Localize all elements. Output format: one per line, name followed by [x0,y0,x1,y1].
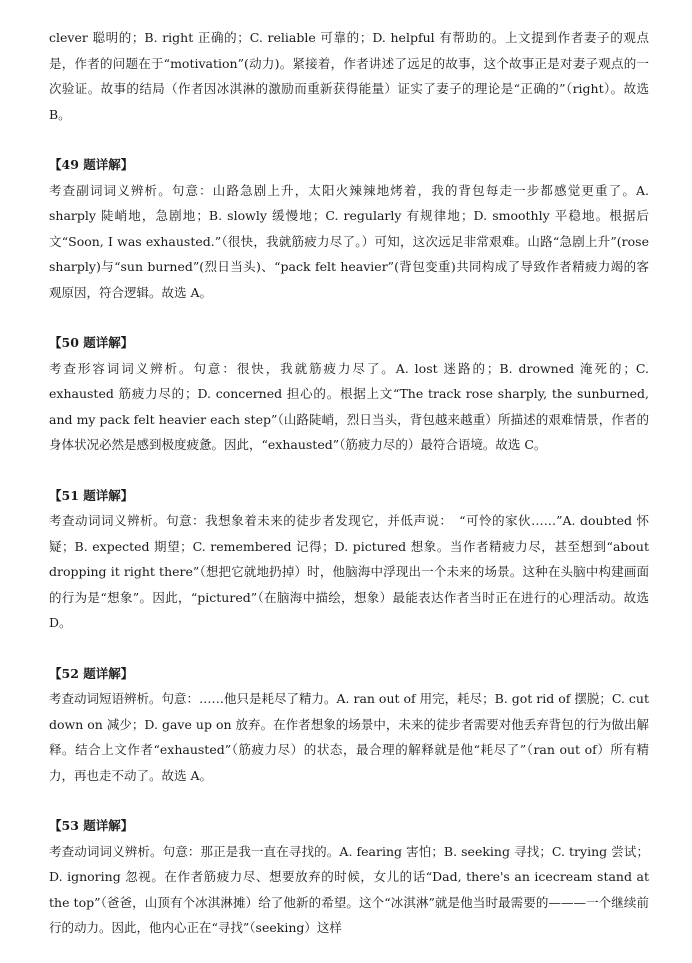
question-53-heading: 【53 题详解】 [49,818,134,833]
question-50-section [49,330,649,458]
document-page [49,25,649,941]
question-51-heading: 【51 题详解】 [49,487,134,503]
question-53-section [49,813,649,941]
question-51-section [49,483,649,636]
question-50-heading: 【50 题详解】 [49,335,134,350]
question-53-explanation: 考查动词词义辨析。句意：那正是我一直在寻找的。A. fearing 害怕；B. seeking 寻找；C. trying 尝试；D. ignoring 忽视。在作者筋疲力尽、想要放弃的时候，女儿的话“Dad, there's an icecream stand at the top”（爸爸，山顶有个冰淇淋摊）给了他新的希望。这个“冰淇淋”就是他当时最需要的———一个继续前行的动力。因此，他内心正在“寻找”（seeking）这样 [49,843,649,935]
question-49-heading: 【49 题详解】 [49,157,134,172]
question-49-section [49,152,649,305]
intro-paragraph: clever 聪明的；B. right 正确的；C. reliable 可靠的；D. helpful 有帮助的。上文提到作者妻子的观点是，作者的问题在于“motivation”(动力)。紧接着，作者讲述了远足的故事，这个故事正是对妻子观点的一次验证。故事的结局（作者因冰淇淋的激励而重新获得能量）证实了妻子的理论是“正确的”（right）。故选 B。 [49,30,649,122]
question-52-heading: 【52 题详解】 [49,665,134,681]
question-51-explanation: 考查动词词义辨析。句意：我想象着未来的徒步者发现它，并低声说： “可怜的家伙……”A. doubted 怀疑；B. expected 期望；C. remembered 记得；D. pictured 想象。当作者精疲力尽，甚至想到“about dropping it right there”（想把它就地扔掉）时，他脑海中浮现出一个未来的场景。这种在头脑中构建画面的行为是“想象”。因此，“pictured”（在脑海中描绘，想象）最能表达作者当时正在进行的心理活动。故选 D。 [49,513,649,630]
question-50-explanation: 考查形容词词义辨析。句意：很快，我就筋疲力尽了。A. lost 迷路的；B. drowned 淹死的；C. exhausted 筋疲力尽的；D. concerned 担心的。根据上文“The track rose sharply, the sunburned, and my pack felt heavier each step”（山路陡峭，烈日当头，背包越来越重）所描述的艰难情景，作者的身体状况必然是感到极度疲惫。因此，“exhausted”（筋疲力尽的）最符合语境。故选 C。 [49,360,649,452]
question-52-explanation: 考查动词短语辨析。句意：……他只是耗尽了精力。A. ran out of 用完，耗尽；B. got rid of 摆脱；C. cut down on 减少；D. gave up on 放弃。在作者想象的场景中，未来的徒步者需要对他丢弃背包的行为做出解释。结合上文作者“exhausted”（筋疲力尽）的状态，最合理的解释就是他“耗尽了”（ran out of）所有精力，再也走不动了。故选 A。 [49,691,649,783]
question-52-section [49,661,649,789]
question-49-explanation: 考查副词词义辨析。句意：山路急剧上升，太阳火辣辣地烤着，我的背包每走一步都感觉更重了。A. sharply 陡峭地，急剧地；B. slowly 缓慢地；C. regularly 有规律地；D. smoothly 平稳地。根据后文“Soon, I was exhausted.”（很快，我就筋疲力尽了。）可知，这次远足非常艰难。山路“急剧上升”(rose sharply)与“sun burned”(烈日当头)、“pack felt heavier”(背包变重)共同构成了导致作者精疲力竭的客观原因，符合逻辑。故选 A。 [49,182,649,300]
